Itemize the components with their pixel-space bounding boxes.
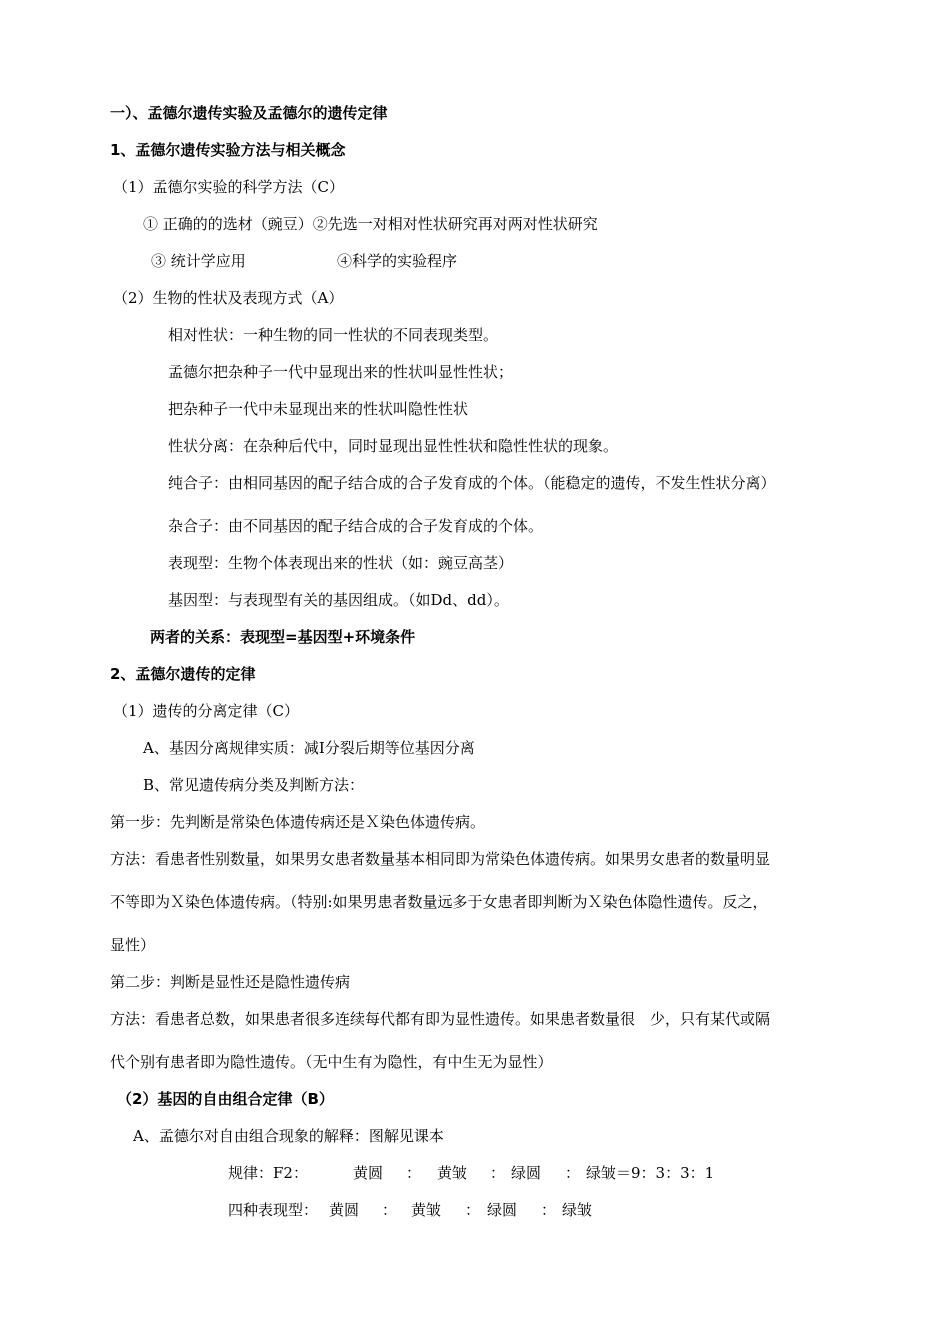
phenotype-separator: ： <box>465 1201 481 1219</box>
subsection-segregation-law: （1）遗传的分离定律（C） <box>113 702 300 720</box>
step-one: 第一步：先判断是常染色体遗传病还是Ｘ染色体遗传病。 <box>110 813 486 831</box>
concept-homozygote: 纯合子：由相同基因的配子结合成的合子发育成的个体。（能稳定的遗传，不发生性状分离） <box>168 474 776 492</box>
f2-separator: ： <box>490 1164 506 1182</box>
concept-phenotype: 表现型：生物个体表现出来的性状（如：豌豆高茎） <box>168 554 514 572</box>
concept-genotype: 基因型：与表现型有关的基因组成。（如Dd、dd）。 <box>168 591 509 609</box>
phenotype-separator: ： <box>382 1201 398 1219</box>
method-item-procedure: ④科学的实验程序 <box>337 252 458 270</box>
subsection-scientific-method: （1）孟德尔实验的科学方法（C） <box>113 178 345 196</box>
step-two-method-line-1: 方法：看患者总数，如果患者很多连续每代都有即为显性遗传。如果患者数量很 少，只有某代或隔 <box>110 1010 771 1028</box>
step-one-method-line-1: 方法：看患者性别数量，如果男女患者数量基本相同即为常染色体遗传病。如果男女患者的数量明显 <box>110 850 771 868</box>
f2-separator: ： <box>406 1164 422 1182</box>
f2-separator: ： <box>565 1164 581 1182</box>
section-heading-2: 2、孟德尔遗传的定律 <box>110 665 256 683</box>
phenotype-green-round: 绿圆 <box>487 1201 518 1219</box>
f2-yellow-round: 黄圆 <box>353 1164 384 1182</box>
phenotype-green-wrinkled: 绿皱 <box>562 1201 593 1219</box>
phenotype-label: 四种表现型： <box>228 1201 319 1219</box>
subsection-traits: （2）生物的性状及表现方式（A） <box>113 289 344 307</box>
f2-yellow-wrinkled: 黄皱 <box>437 1164 468 1182</box>
segregation-essence: A、基因分离规律实质：减Ⅰ分裂后期等位基因分离 <box>143 739 475 757</box>
f2-green-round: 绿圆 <box>511 1164 542 1182</box>
main-heading: 一）、孟德尔遗传实验及孟德尔的遗传定律 <box>110 104 388 122</box>
phenotype-yellow-round: 黄圆 <box>329 1201 360 1219</box>
concept-trait-segregation: 性状分离：在杂种后代中，同时显现出显性性状和隐性性状的现象。 <box>168 437 619 455</box>
phenotype-yellow-wrinkled: 黄皱 <box>411 1201 442 1219</box>
genetic-disease-methods: B、常见遗传病分类及判断方法： <box>143 776 365 794</box>
step-two-method-line-2: 代个别有患者即为隐性遗传。（无中生有为隐性，有中生无为显性） <box>110 1053 553 1071</box>
phenotype-separator: ： <box>541 1201 557 1219</box>
concept-relative-traits: 相对性状：一种生物的同一性状的不同表现类型。 <box>168 326 499 344</box>
concept-relationship: 两者的关系：表现型=基因型+环境条件 <box>150 628 416 646</box>
section-heading-1: 1、孟德尔遗传实验方法与相关概念 <box>110 141 346 159</box>
concept-recessive-trait: 把杂种子一代中未显现出来的性状叫隐性性状 <box>168 400 469 418</box>
method-items-line-1: ① 正确的的选材（豌豆）②先选一对相对性状研究再对两对性状研究 <box>143 215 598 233</box>
subsection-independent-assortment: （2）基因的自由组合定律（B） <box>117 1090 334 1108</box>
method-item-statistics: ③ 统计学应用 <box>151 252 246 270</box>
concept-dominant-trait: 孟德尔把杂种子一代中显现出来的性状叫显性性状； <box>168 363 514 381</box>
f2-green-wrinkled-ratio: 绿皱＝9：3：3：1 <box>586 1164 715 1182</box>
step-one-method-line-2: 不等即为Ｘ染色体遗传病。（特别:如果男患者数量远多于女患者即判断为Ｘ染色体隐性遗传。反之， <box>110 893 768 911</box>
f2-ratio-label: 规律：F2： <box>228 1164 308 1182</box>
step-one-method-line-3: 显性） <box>110 936 156 954</box>
step-two: 第二步：判断是显性还是隐性遗传病 <box>110 973 351 991</box>
concept-heterozygote: 杂合子：由不同基因的配子结合成的合子发育成的个体。 <box>168 517 544 535</box>
assortment-explanation: A、孟德尔对自由组合现象的解释：图解见课本 <box>133 1127 444 1145</box>
